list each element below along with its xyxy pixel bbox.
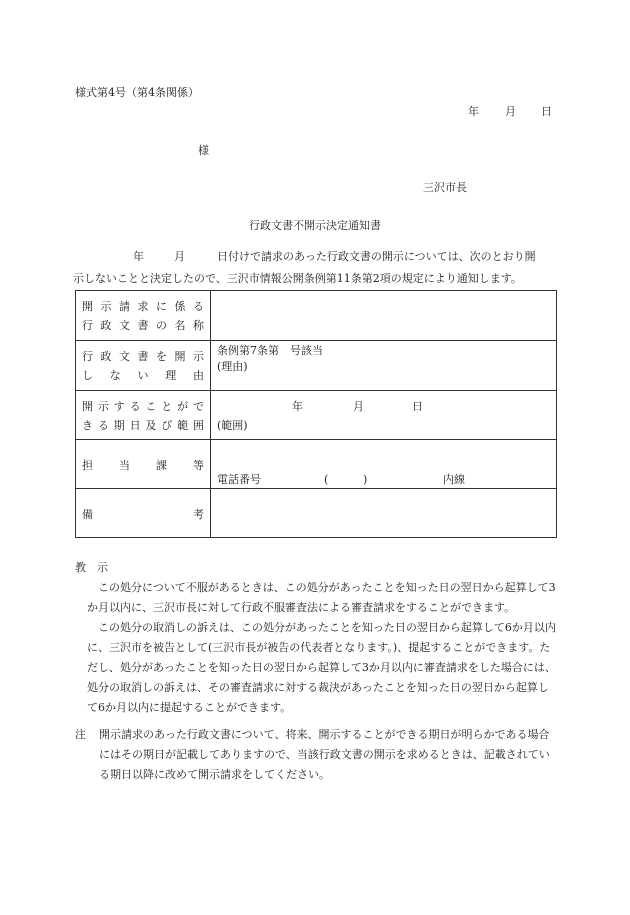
intro-year: 年 [133,250,144,263]
reason-article: 条例第7条第 号該当 [217,344,323,357]
field-contact[interactable] [211,440,557,489]
instruction-para2: この処分の取消しの訴えは、この処分があったことを知った日の翌日から起算して6か月以内に、三沢市を被告として(三沢市長が被告の代表者となります。)、提起することができます。ただし、処分があったことを知った日の翌日から起算して3か月以内に審査請求をした場合には、処分の取消しの訴えは、その審査請求に対する裁決があったことを知った日の翌日から起算して6か月以内に提起することができます。 [87,621,556,714]
document-title: 行政文書不開示決定通知書 [249,219,381,232]
label-disclosure-date: 開示することがで きる期日及び範囲 [76,391,211,440]
extension-label: 内線 [443,473,465,486]
table-row-disclosure-date [76,391,557,440]
field-document-name[interactable] [211,291,557,341]
issue-date [0,104,630,120]
label-remarks: 備考 [76,489,211,538]
issue-date-year: 年 [468,105,479,118]
phone-paren-close: ) [363,473,368,486]
intro-line1: 日付けで請求のあった行政文書の開示については、次のとおり開 [217,250,536,263]
disclosure-year: 年 [292,400,303,413]
intro-text [75,246,557,290]
field-remarks[interactable] [211,489,557,538]
form-id: 様式第4号（第4条関係） [75,86,199,99]
label-document-name: 開示請求に係る 行政文書の名称 [76,291,211,341]
phone-label: 電話番号 [217,473,261,486]
intro-month: 月 [174,250,185,263]
table-row-reason [76,341,557,391]
phone-paren-open: ( [324,473,329,486]
instruction-para1: この処分について不服があるときは、この処分があったことを知った日の翌日から起算して3か月以内に、三沢市長に対して行政不服審査法による審査請求をすることができます。 [87,581,556,614]
sender: 三沢市長 [423,181,467,194]
disclosure-scope-label: (範囲) [217,419,248,432]
table-row-document-name [76,291,557,341]
intro-line2: 示しないことと決定したので、三沢市情報公開条例第11条第2項の規定により通知します。 [73,272,522,285]
issue-date-month: 月 [505,105,516,118]
instruction-heading: 教 示 [75,561,108,574]
note-section [75,725,557,785]
disclosure-day: 日 [412,400,423,413]
table-row-remarks [76,489,557,538]
issue-date-day: 日 [541,105,552,118]
label-reason: 行政文書を開示 しない理由 [76,341,211,391]
field-reason[interactable] [211,341,557,391]
instruction-section [75,558,557,718]
disclosure-month: 月 [353,400,364,413]
table-row-contact [76,440,557,489]
label-contact: 担当課等 [76,440,211,489]
field-disclosure-date[interactable] [211,391,557,440]
reason-label: (理由) [217,360,248,373]
decision-table [75,290,557,538]
recipient-suffix: 様 [198,144,209,157]
note-body: 開示請求のあった行政文書について、将来、開示することができる期日が明らかである場合にはその期日が記載してありますので、当該行政文書の開示を求めるときは、記載されている期日以降に改めて開示請求をしてください。 [99,728,550,781]
note-head: 注 [75,728,86,741]
